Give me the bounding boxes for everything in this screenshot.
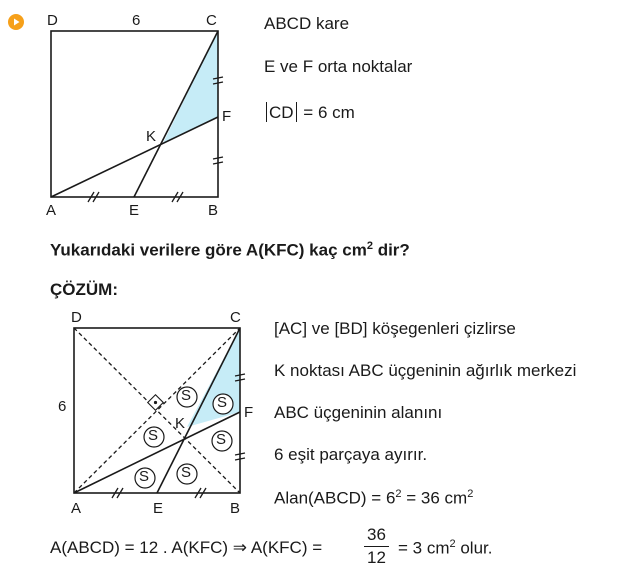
segment-af xyxy=(74,412,240,493)
area-label-s: S xyxy=(148,427,159,444)
vertex-label-c: C xyxy=(230,309,241,326)
side-length-label: 6 xyxy=(58,398,67,415)
vertex-label-b: B xyxy=(230,500,241,517)
right-angle-dot xyxy=(154,401,157,404)
area-label-s: S xyxy=(181,464,192,481)
point-label-k: K xyxy=(146,128,157,145)
solution-line-3: ABC üçgeninin alanını xyxy=(274,403,443,422)
fraction-denominator: 12 xyxy=(367,548,386,567)
point-label-e: E xyxy=(153,500,164,517)
area-abcd-formula: Alan(ABCD) = $6^2 = 36$ $cm^2$ xyxy=(274,488,474,508)
point-label-k: K xyxy=(175,415,186,432)
side-length-label: 6 xyxy=(132,12,141,29)
question-text: Yukarıdaki verilere göre A(KFC) kaç $cm^2$ dir? xyxy=(50,240,410,260)
point-label-f: F xyxy=(244,404,254,421)
square-figure-2 xyxy=(0,300,270,522)
area-label-s: S xyxy=(139,468,150,485)
vertex-label-d: D xyxy=(71,309,82,326)
area-label-s: S xyxy=(216,431,227,448)
vertex-label-d: D xyxy=(47,12,58,29)
final-result: = 3 $cm^2$ olur. xyxy=(398,538,493,558)
square-figure-1 xyxy=(0,0,260,230)
solution-title: ÇÖZÜM: xyxy=(50,280,118,299)
final-fraction xyxy=(364,524,389,569)
point-label-e: E xyxy=(129,202,140,219)
final-equation-left: A(ABCD) = 12 . A(KFC) ⇒ A(KFC) = xyxy=(50,538,323,557)
vertex-label-a: A xyxy=(71,500,82,517)
point-label-f: F xyxy=(222,108,232,125)
solution-line-2: K noktası ABC üçgeninin ağırlık merkezi xyxy=(274,361,577,380)
fraction-numerator: 36 xyxy=(364,524,389,547)
vertex-label-a: A xyxy=(46,202,57,219)
area-label-s: S xyxy=(217,394,228,411)
given-square: ABCD kare xyxy=(264,14,350,33)
solution-line-1: [AC] ve [BD] köşegenleri çizlirse xyxy=(274,319,516,338)
segment-af xyxy=(51,117,218,197)
given-midpoints: E ve F orta noktalar xyxy=(264,57,413,76)
vertex-label-c: C xyxy=(206,12,217,29)
given-cd-length: CD = 6 cm xyxy=(264,102,355,123)
solution-line-4: 6 eşit parçaya ayırır. xyxy=(274,445,428,464)
area-label-s: S xyxy=(181,387,192,404)
vertex-label-b: B xyxy=(208,202,219,219)
